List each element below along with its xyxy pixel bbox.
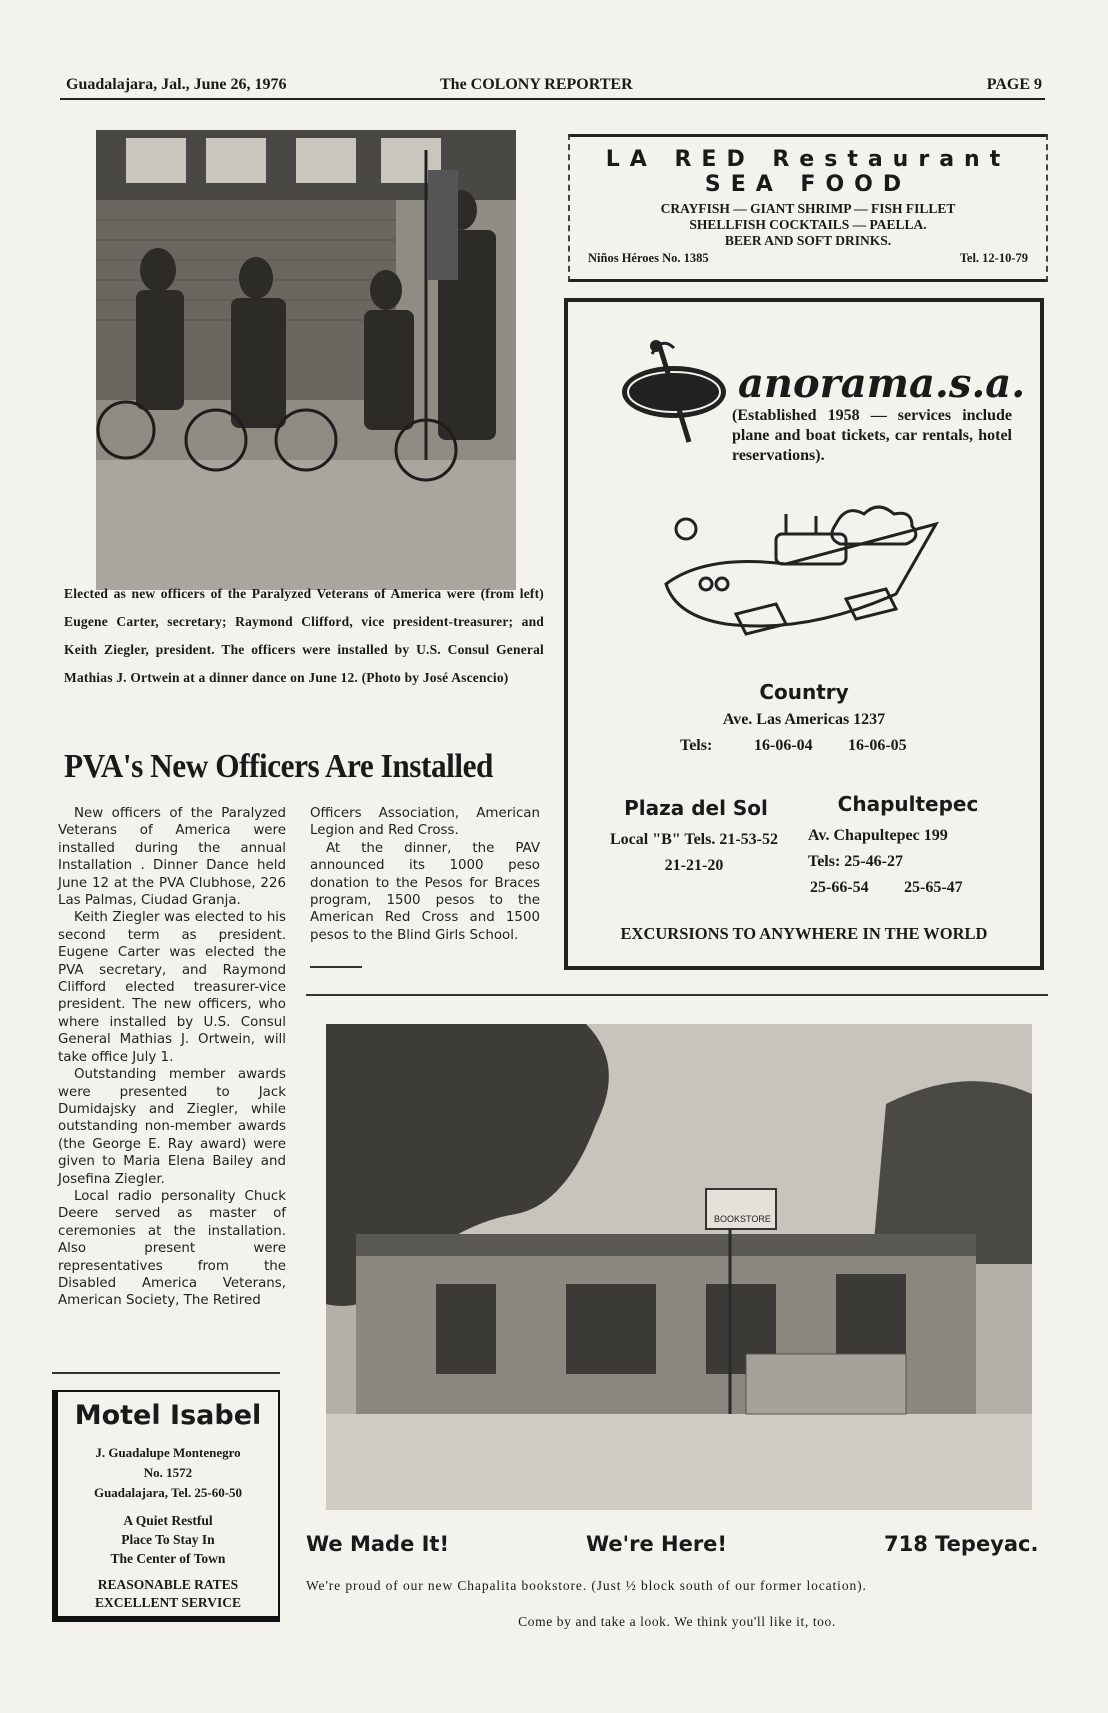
veterans-photo: [96, 130, 516, 590]
motel-slogan-line: The Center of Town: [110, 1551, 226, 1566]
article-paragraph: Officers Association, American Legion and Red Cross.: [310, 806, 540, 839]
page-number: PAGE 9: [986, 76, 1042, 93]
motel-address-line: J. Guadalupe Montenegro: [95, 1445, 241, 1460]
bookstore-body-1: We're proud of our new Chapalita bookstore. (Just ½ block south of our former location).: [306, 1578, 867, 1593]
column-end-rule: [310, 966, 362, 968]
chapultepec-tel-4: 25-65-47: [904, 879, 963, 896]
header-rule: [60, 98, 1045, 100]
panorama-logo-text: anorama.s.a.: [738, 360, 1026, 407]
article-paragraph: At the dinner, the PAV announced its 1000 peso donation to the Pesos for Braces program, 1500 pesos to the American Red Cross and 1500 pesos to the Blind Girls School.: [310, 840, 540, 943]
motel-rates-line: REASONABLE RATES: [97, 1577, 239, 1592]
la-red-title: LA RED Restaurant: [605, 147, 1011, 172]
motel-slogan-line: A Quiet Restful: [123, 1513, 213, 1528]
airplane-cartoon-icon: [656, 494, 956, 644]
chapultepec-tel-3: 25-66-54: [810, 879, 869, 896]
country-tel-1: 16-06-04: [754, 737, 813, 754]
panorama-footer: EXCURSIONS TO ANYWHERE IN THE WORLD: [620, 924, 988, 943]
motel-service-line: EXCELLENT SERVICE: [95, 1595, 241, 1610]
la-red-menu-line: SHELLFISH COCKTAILS — PAELLA.: [689, 217, 927, 232]
la-red-subtitle: SEA FOOD: [704, 172, 912, 197]
motel-title: Motel Isabel: [74, 1400, 262, 1431]
la-red-menu-line: BEER AND SOFT DRINKS.: [724, 233, 892, 248]
country-office-title: Country: [759, 680, 849, 704]
plaza-del-sol-line-2: 21-21-20: [664, 857, 724, 874]
article-column-1: [58, 805, 286, 1310]
bookstore-heading-left: We Made It!: [306, 1532, 450, 1556]
article-headline: PVA's New Officers Are Installed: [64, 748, 493, 785]
bookstore-photo: [326, 1024, 1032, 1510]
la-red-phone: Tel. 12-10-79: [959, 251, 1028, 265]
la-red-address: Niños Héroes No. 1385: [588, 251, 709, 265]
globe-logo-icon: [614, 334, 734, 444]
plaza-del-sol-line-1: Local "B" Tels. 21-53-52: [610, 831, 778, 848]
chapultepec-title: Chapultepec: [837, 792, 979, 816]
veterans-photo-caption: Elected as new officers of the Paralyzed Veterans of America were (from left) Eugene Carter, secretary; Raymond Clifford, vice president-treasurer; and Keith Ziegler, president. The officers were installed by U.S. Consul General Mathias J. Ortwein at a dinner dance on June 12. (Photo by José Ascencio): [64, 586, 544, 685]
motel-isabel-ad: [52, 1390, 280, 1622]
panorama-services: (Established 1958 — services include plane and boat tickets, car rentals, hotel reservations).: [732, 407, 1012, 464]
plaza-del-sol-title: Plaza del Sol: [624, 796, 768, 820]
motel-address-line: No. 1572: [143, 1465, 193, 1480]
la-red-menu-line: CRAYFISH — GIANT SHRIMP — FISH FILLET: [660, 201, 956, 216]
country-tel-2: 16-06-05: [848, 737, 907, 754]
newspaper-title: The COLONY REPORTER: [440, 76, 633, 93]
bookstore-heading-right: 718 Tepeyac.: [884, 1532, 1039, 1556]
panorama-travel-ad: [564, 298, 1044, 970]
article-paragraph: New officers of the Paralyzed Veterans of America were installed during the annual Installation . Dinner Dance held June 12 at the PVA Clubhose, 226 Las Palmas, Ciudad Granja.: [58, 806, 286, 909]
chapultepec-line-1: Av. Chapultepec 199: [808, 827, 948, 844]
section-rule: [306, 994, 1048, 996]
bookstore-body-2: Come by and take a look. We think you'll like it, too.: [518, 1614, 836, 1629]
article-paragraph: Outstanding member awards were presented to Jack Dumidajsky and Ziegler, while outstanding non-member awards (the George E. Ray award) were given to Maria Elena Bailey and Josefina Ziegler.: [58, 1067, 286, 1187]
chapultepec-line-2: Tels: 25-46-27: [808, 853, 903, 870]
article-column-2: [310, 805, 540, 944]
la-red-restaurant-ad: [568, 134, 1048, 282]
motel-slogan-line: Place To Stay In: [121, 1532, 215, 1547]
bookstore-sign-text: BOOKSTORE: [714, 1214, 771, 1224]
motel-top-rule: [52, 1372, 280, 1374]
article-paragraph: Keith Ziegler was elected to his second term as president. Eugene Carter was elected the PVA secretary, and Raymond Clifford elected treasurer-vice president. The new officers, who where installed by U.S. Consul General Mathias J. Ortwein, will take office July 1.: [58, 910, 286, 1065]
country-tels-label: Tels:: [680, 737, 713, 754]
article-paragraph: Local radio personality Chuck Deere served as master of ceremonies at the installation. Also present were representatives from the Disabled America Veterans, American Society, The Retired: [58, 1188, 286, 1309]
country-office-address: Ave. Las Americas 1237: [722, 711, 886, 728]
motel-phone-line: Guadalajara, Tel. 25-60-50: [93, 1485, 243, 1500]
page-dateline: Guadalajara, Jal., June 26, 1976: [66, 76, 287, 93]
bookstore-heading-center: We're Here!: [586, 1532, 727, 1556]
